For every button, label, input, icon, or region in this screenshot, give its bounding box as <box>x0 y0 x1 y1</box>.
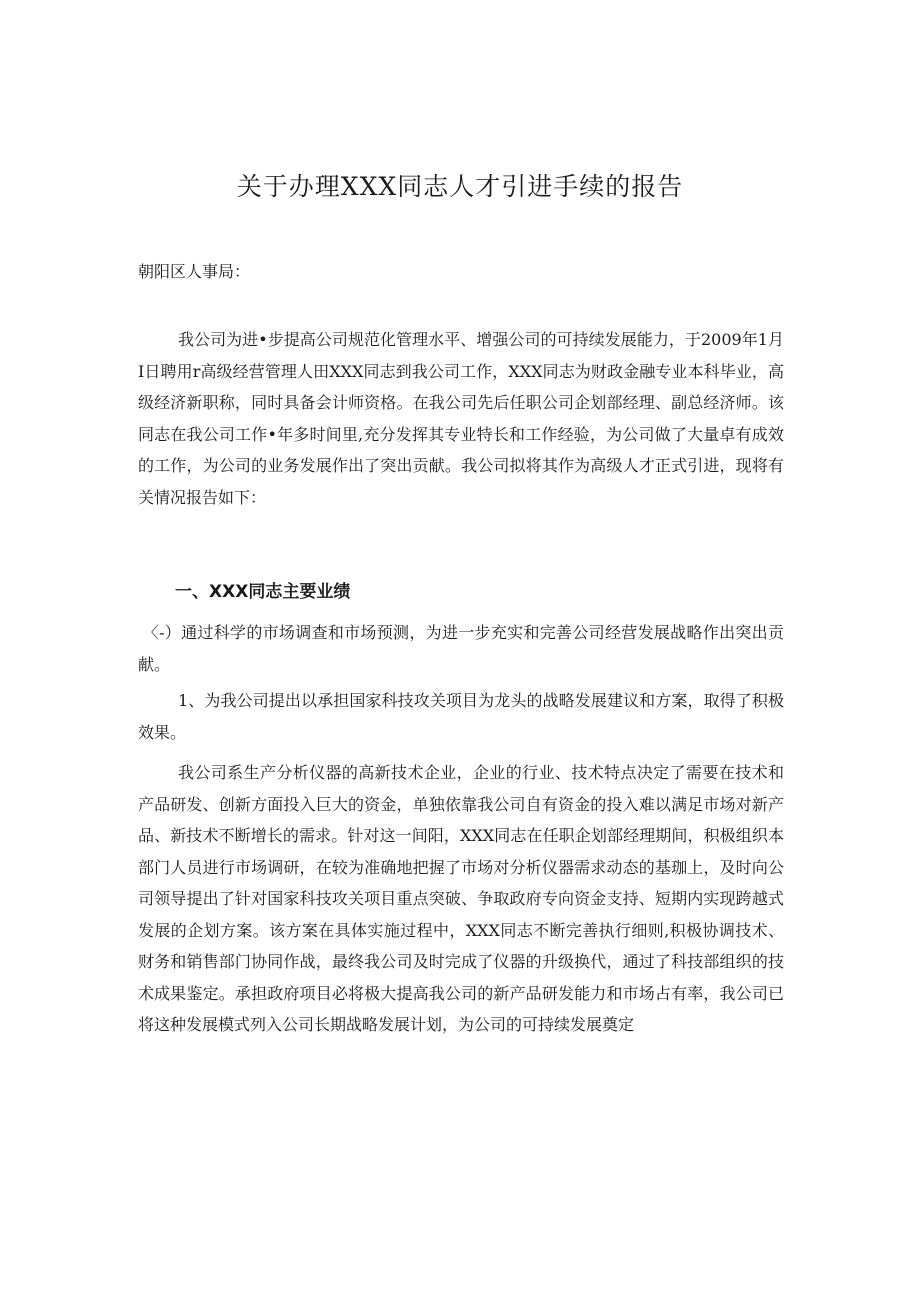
intro-paragraph: 我公司为进•步提高公司规范化管理水平、增强公司的可持续发展能力，于2009年1月I日聘用r高级经营管理人田XXX同志到我公司工作，XXX同志为财政金融专业本科毕业，高级经济新职称，同时具备会计师资格。在我公司先后任职公司企划部经理、副总经济师。该同志在我公司工作•年多时间里,充分发挥其专业特长和工作经验，为公司做了大量卓有成效的工作，为公司的业务发展作出了突出贡献。我公司拟将其作为高级人才正式引进，现将有关情况报告如下： <box>138 330 784 507</box>
section-heading: 一、XXX同志主要业绩 <box>175 582 351 602</box>
addressee: 朝阳区人事局： <box>138 262 251 281</box>
document-title: 关于办理XXX同志人才引进手续的报告 <box>236 172 684 201</box>
item-paragraph: 1、为我公司提出以承担国家科技攻关项目为龙头的战略发展建议和方案，取得了积极效果。 <box>138 691 784 742</box>
body-paragraph: 我公司系生产分析仪器的高新技术企业，企业的行业、技术特点决定了需要在技术和产品研发、创新方面投入巨大的资金，单独依靠我公司自有资金的投入难以满足市场对新产品、新技术不断增长的需求。针对这一间阳，XXX同志在任职企划部经理期间，积极组织本部门人员进行市场调研，在较为准确地把握了市场对分析仪器需求动态的基珈上，及时向公司领导提出了针对国家科技攻关项目重点突破、争取政府专向资金支持、短期内实现跨越式发展的企划方案。该方案在具体实施过程中，XXX同志不断完善执行细则,积极协调技术、财务和销售部门协同作战，最终我公司及时完成了仪器的升级换代，通过了科技部组织的技术成果鉴定。承担政府项目必将极大提高我公司的新产品研发能力和市场占有率，我公司已将这种发展模式列入公司长期战略发展计划，为公司的可持续发展奠定 <box>138 763 784 1034</box>
subsection-paragraph: 〈-）通过科学的市场调查和市场预测，为进一步充实和完善公司经营发展战略作出突出贡献。 <box>138 623 784 674</box>
